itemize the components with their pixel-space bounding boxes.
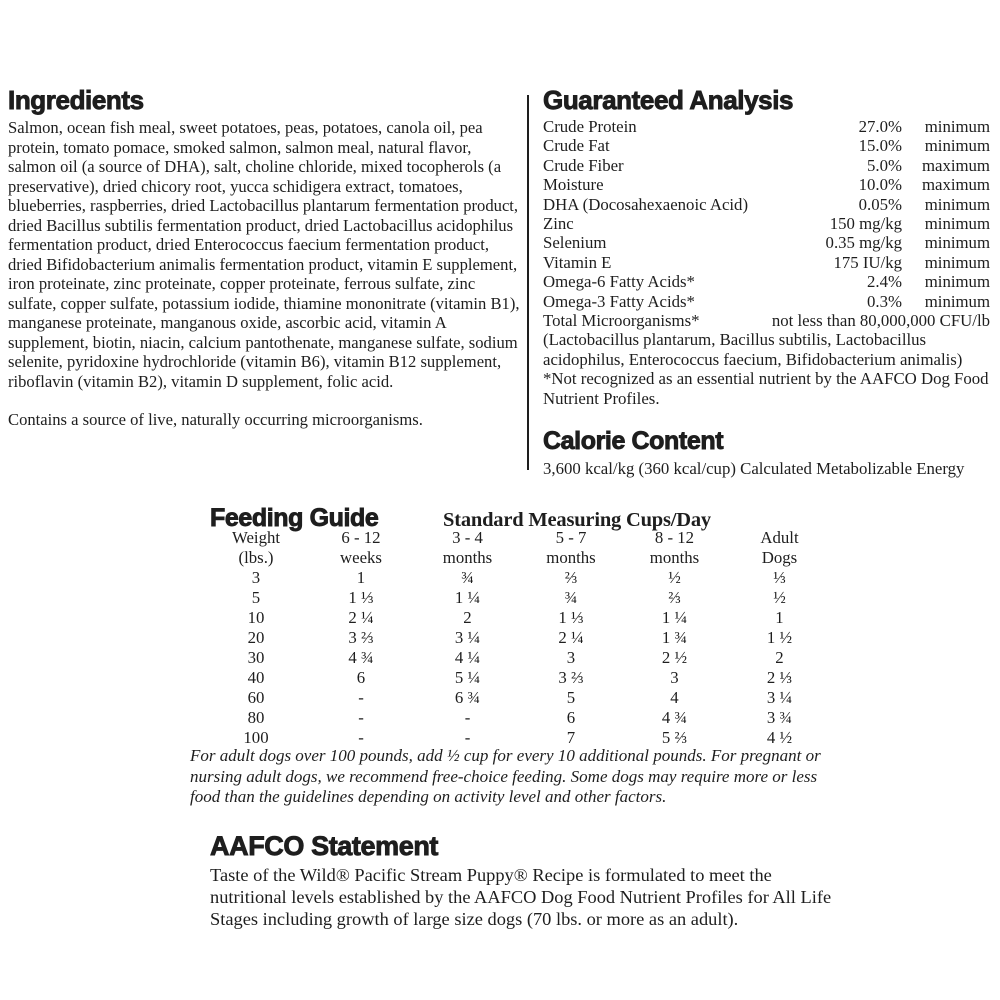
feeding-cell: 4 ¾ [661,708,688,727]
ga-row [543,292,990,311]
feeding-cell: 1 ¼ [454,588,481,607]
feeding-table-row [205,568,832,588]
feeding-column-header-line2: (lbs.) [238,548,274,567]
feeding-cell: 6 ¾ [454,688,481,707]
ga-row [543,195,990,214]
feeding-cell: ½ [773,588,786,607]
ga-row [543,253,990,272]
feeding-cell: ⅔ [668,588,681,607]
ga-row-value: 0.35 mg/kg [825,233,902,253]
ingredients-body: Salmon, ocean fish meal, sweet potatoes, peas, potatoes, canola oil, pea protein, tomato pomace, smoked salmon, salmon meal, natural flavor, salmon oil (a source of DHA), salt, choline chloride, mixed tocopherols (a preservative), dried chicory root, yucca schidigera extract, tomatoes, blueberries, raspberries, dried Lactobacillus plantarum fermentation product, dried Bacillus subtilis fermentation product, dried Lactobacillus acidophilus fermentation product, dried Enterococcus faecium fermentation product, dried Bifidobacterium animalis fermentation product, vitamin E supplement, iron proteinate, zinc proteinate, copper proteinate, ferrous sulfate, zinc sulfate, copper sulfate, potassium iodide, thiamine mononitrate (vitamin B1), manganese proteinate, manganous oxide, ascorbic acid, vitamin A supplement, biotin, niacin, calcium pantothenate, manganese sulfate, sodium selenite, pyridoxine hydrochloride (vitamin B6), vitamin B12 supplement, riboflavin (vitamin B2), vitamin D supplement, folic acid. [8,118,520,391]
feeding-cell: 60 [247,688,265,707]
feeding-cell: 3 ¼ [766,688,793,707]
feeding-cell: 1 [356,568,366,587]
feeding-column-header-line2: weeks [340,548,382,567]
feeding-table-row [205,588,832,608]
aafco-statement-section [210,831,846,930]
ga-row-qualifier: minimum [924,194,990,214]
feeding-cell: 3 ⅔ [348,628,374,647]
ga-rows [543,117,990,311]
feeding-cell: 4 ¾ [348,648,374,667]
feeding-cell: 7 [566,728,576,747]
feeding-cell: 2 ½ [661,648,688,667]
feeding-cell: 20 [247,628,265,647]
calorie-content-body: 3,600 kcal/kg (360 kcal/cup) Calculated Metabolizable Energy [543,459,965,478]
feeding-table-row [205,628,832,648]
feeding-column-header-line1: Weight [231,528,281,547]
feeding-table-row [205,668,832,688]
ingredients-heading: Ingredients [8,85,144,115]
feeding-cell: 40 [247,668,265,687]
feeding-cell: 2 ¼ [348,608,374,627]
aafco-statement-heading: AAFCO Statement [210,831,439,861]
feeding-cell: ⅔ [564,568,578,587]
ga-row-value: 175 IU/kg [833,252,902,272]
ga-row-label: Crude Fiber [543,155,624,175]
feeding-cell: 4 ¼ [454,648,481,667]
ga-total-row [543,311,990,330]
feeding-table-row [205,608,832,628]
ga-row-label: Selenium [543,233,607,253]
feeding-cell: 1 ⅓ [348,588,374,607]
ga-row-value: 27.0% [858,117,902,136]
feeding-cell: ½ [668,568,681,587]
feeding-cell: 2 ¼ [558,628,584,647]
feeding-table-body [205,568,832,748]
feeding-column-header-line1: Adult [760,528,799,547]
feeding-column-header [727,528,832,568]
feeding-cell: 3 [670,668,679,687]
ga-row [543,175,990,194]
feeding-guide-table [205,528,832,748]
ga-row [543,117,990,136]
feeding-cell: 30 [247,648,265,667]
microorganisms-contains-note: Contains a source of live, naturally occurring microorganisms. [8,410,423,429]
ga-row-label: Crude Protein [543,117,637,136]
ga-row-qualifier: maximum [921,155,990,175]
ga-row-value: 150 mg/kg [829,214,902,234]
ga-total-value: not less than 80,000,000 CFU/lb [771,311,990,331]
ga-row-value: 10.0% [858,175,902,195]
ga-row [543,136,990,155]
feeding-guide-heading: Feeding Guide [210,504,379,532]
ga-row [543,233,990,252]
feeding-column-header-line2: months [546,548,596,567]
aafco-statement-body: Taste of the Wild® Pacific Stream Puppy® Recipe is formulated to meet the nutritional levels established by the AAFCO Dog Food Nutrient Profiles for All Life Stages including growth of large size dogs (70 lbs. or more as an adult). [210,865,832,929]
feeding-cell: 5 ⅔ [661,728,688,747]
column-divider [527,95,529,470]
ga-species-note: (Lactobacillus plantarum, Bacillus subtilis, Lactobacillus acidophilus, Enterococcus faecium, Bifidobacterium animalis) [543,330,963,369]
feeding-column-header [520,528,622,568]
feeding-cell: - [464,708,471,727]
ga-row-qualifier: minimum [924,233,990,253]
feeding-column-header-line1: 3 - 4 [452,528,483,547]
feeding-cell: 2 [463,608,472,627]
ingredients-section [8,86,520,446]
feeding-cell: 10 [247,608,265,627]
feeding-column-header-line2: months [442,548,493,567]
ga-row-value: 15.0% [858,136,902,156]
feeding-cell: 80 [247,708,265,727]
ga-row-label: Zinc [543,214,574,234]
feeding-guide-footnote: For adult dogs over 100 pounds, add ½ cup for every 10 additional pounds. For pregnant or nursing adult dogs, we recommend free-choice feeding. Some dogs may require more or less food than the guidelines depending on activity level and other factors. [190,746,821,806]
ga-row-value: 0.3% [867,291,902,311]
feeding-table-row [205,688,832,708]
ga-row [543,214,990,233]
feeding-cell: 1 ½ [766,628,793,647]
calorie-content-section [543,427,995,479]
feeding-cell: 3 ⅔ [558,668,584,687]
ga-row-qualifier: minimum [924,214,990,234]
ga-row-value: 2.4% [867,272,902,292]
feeding-cell: 3 [251,568,261,587]
feeding-cell: 6 [356,668,366,687]
ga-row [543,272,990,291]
calorie-content-heading: Calorie Content [543,427,724,455]
feeding-cell: 5 [251,588,261,607]
feeding-column-header [307,528,415,568]
feeding-cell: - [358,688,364,707]
ga-row [543,156,990,175]
feeding-cell: 100 [243,728,269,747]
ga-row-qualifier: minimum [924,136,990,156]
ga-row-label: Vitamin E [543,252,612,272]
feeding-cell: 4 [670,688,679,707]
feeding-cell: 1 ¾ [661,628,688,647]
feeding-cell: ¾ [461,568,474,587]
ga-row-label: DHA (Docosahexaenoic Acid) [543,194,749,214]
feeding-guide-subheading: Standard Measuring Cups/Day [443,509,711,531]
ga-row-label: Moisture [543,175,604,195]
ga-row-label: Crude Fat [543,136,610,156]
feeding-column-header [622,528,727,568]
ga-row-qualifier: minimum [924,117,990,136]
ga-row-qualifier: minimum [924,291,990,311]
feeding-cell: 5 ¼ [454,668,481,687]
ga-row-value: 5.0% [867,155,902,175]
feeding-column-header-line1: 6 - 12 [341,528,381,547]
feeding-cell: - [358,708,364,727]
feeding-cell: 1 [775,608,784,627]
ga-row-qualifier: minimum [924,252,990,272]
ga-asterisk-note: *Not recognized as an essential nutrient by the AAFCO Dog Food Nutrient Profiles. [543,369,989,408]
feeding-table-head-row [205,528,832,568]
feeding-cell: 5 [566,688,576,707]
ga-row-label: Omega-6 Fatty Acids* [543,272,695,292]
feeding-table-row [205,728,832,748]
feeding-column-header-line2: months [649,548,700,567]
feeding-cell: 6 [566,708,576,727]
feeding-cell: 2 ⅓ [766,668,793,687]
feeding-cell: 3 [566,648,576,667]
feeding-cell: 4 ½ [766,728,793,747]
ga-row-label: Omega-3 Fatty Acids* [543,291,695,311]
feeding-column-header-line1: 5 - 7 [555,528,587,547]
feeding-cell: - [464,728,471,747]
ga-row-value: 0.05% [858,194,902,214]
feeding-column-header-line2: Dogs [761,548,798,567]
feeding-cell: 3 ¼ [454,628,481,647]
feeding-cell: ¾ [564,588,578,607]
guaranteed-analysis-section [543,86,990,408]
feeding-table-row [205,648,832,668]
feeding-column-header-line1: 8 - 12 [654,528,695,547]
feeding-cell: ⅓ [773,568,786,587]
feeding-cell: 2 [775,648,784,667]
guaranteed-analysis-heading: Guaranteed Analysis [543,85,794,115]
feeding-column-header [415,528,520,568]
feeding-cell: 3 ¾ [766,708,793,727]
feeding-cell: 1 ¼ [661,608,688,627]
feeding-table-row [205,708,832,728]
feeding-cell: - [358,728,364,747]
ga-total-label: Total Microorganisms* [543,311,700,331]
feeding-column-header [205,528,307,568]
ga-row-qualifier: maximum [921,175,990,195]
feeding-cell: 1 ⅓ [558,608,584,627]
ga-row-qualifier: minimum [924,272,990,292]
